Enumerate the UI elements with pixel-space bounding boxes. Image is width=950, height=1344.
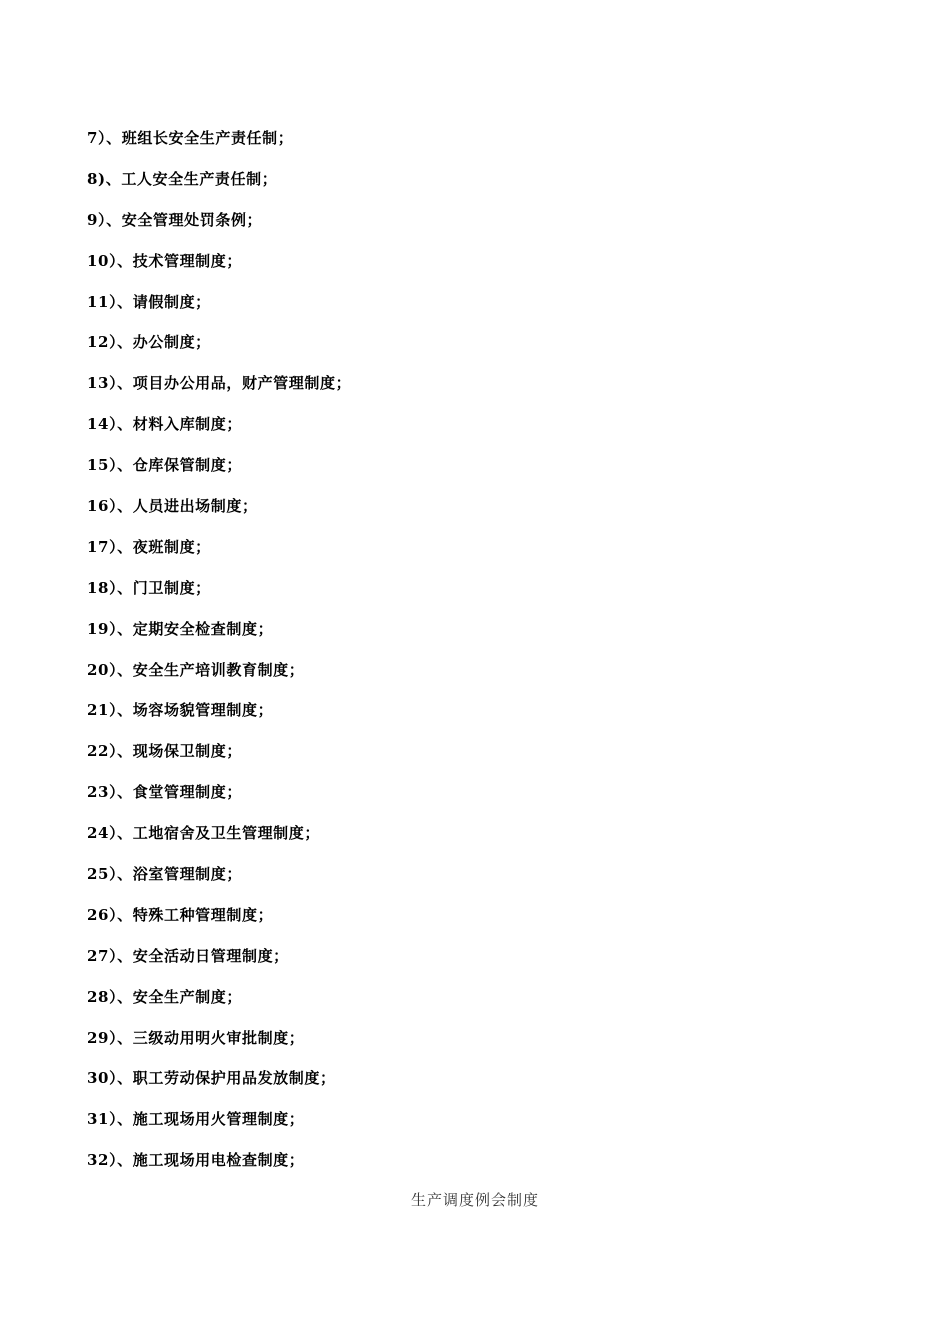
- regulation-list: [87, 124, 351, 1187]
- list-item: 30）、职工劳动保护用品发放制度；: [87, 1069, 336, 1088]
- list-item: 15）、仓库保管制度；: [87, 456, 242, 475]
- list-item: 20）、安全生产培训教育制度；: [87, 660, 305, 679]
- list-item: 11）、请假制度；: [87, 292, 211, 311]
- list-item: 12）、办公制度；: [87, 333, 211, 352]
- list-item: 10）、技术管理制度；: [87, 251, 242, 270]
- list-item: 28）、安全生产制度；: [87, 987, 242, 1006]
- list-item: 25）、浴室管理制度；: [87, 865, 242, 884]
- list-item: 17）、夜班制度；: [87, 537, 211, 556]
- list-item: 21）、场容场貌管理制度；: [87, 701, 274, 720]
- list-item: 22）、现场保卫制度；: [87, 742, 242, 761]
- list-item: 23）、食堂管理制度；: [87, 783, 242, 802]
- list-item: 9）、安全管理处罚条例；: [87, 210, 263, 229]
- list-item: 31）、施工现场用火管理制度；: [87, 1110, 305, 1129]
- list-item: 32）、施工现场用电检查制度；: [87, 1151, 305, 1170]
- section-title: 生产调度例会制度: [410, 1191, 539, 1209]
- list-item: 8)、工人安全生产责任制；: [87, 169, 278, 188]
- list-item: 27）、安全活动日管理制度；: [87, 946, 289, 965]
- list-item: 16）、人员进出场制度；: [87, 497, 258, 516]
- list-item: 18）、门卫制度；: [87, 578, 211, 597]
- list-item: 14）、材料入库制度；: [87, 415, 242, 434]
- list-item: 26）、特殊工种管理制度；: [87, 905, 274, 924]
- list-item: 7）、班组长安全生产责任制；: [87, 129, 294, 147]
- list-item: 24）、工地宿舍及卫生管理制度；: [87, 824, 320, 843]
- list-item: 29）、三级动用明火审批制度；: [87, 1028, 305, 1047]
- list-item: 19）、定期安全检查制度；: [87, 619, 274, 638]
- list-item: 13）、项目办公用品，财产管理制度；: [87, 374, 352, 393]
